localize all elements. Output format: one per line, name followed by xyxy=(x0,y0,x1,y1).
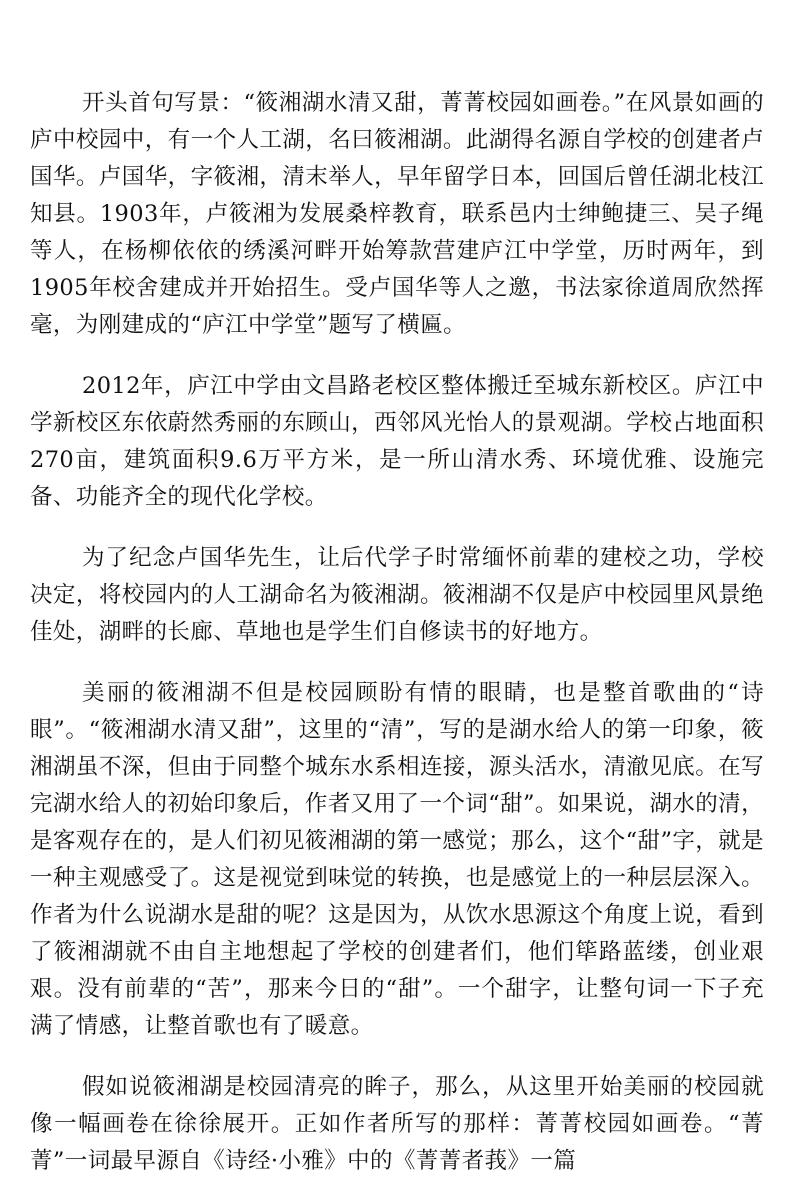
paragraph-2: 2012年，庐江中学由文昌路老校区整体搬迁至城东新校区。庐江中学新校区东依蔚然秀丽的东顾山，西邻风光怡人的景观湖。学校占地面积270亩，建筑面积9.6万平方米，是一所山清水秀、环境优雅、设施完备、功能齐全的现代化学校。 xyxy=(30,373,764,510)
paragraph-3: 为了纪念卢国华先生，让后代学子时常缅怀前辈的建校之功，学校决定，将校园内的人工湖命名为筱湘湖。筱湘湖不仅是庐中校园里风景绝佳处，湖畔的长廊、草地也是学生们自修读书的好地方。 xyxy=(30,545,764,645)
paragraph-1: 开头首句写景：“筱湘湖水清又甜，菁菁校园如画卷。”在风景如画的庐中校园中，有一个人工湖，名曰筱湘湖。此湖得名源自学校的创建者卢国华。卢国华，字筱湘，清末举人，早年留学日本，回国后曾任湖北枝江知县。1903年，卢筱湘为发展桑梓教育，联系邑内士绅鲍捷三、吴子绳等人，在杨柳依依的绣溪河畔开始筹款营建庐江中学堂，历时两年，到1905年校舍建成并开始招生。受卢国华等人之邀，书法家徐道周欣然挥毫，为刚建成的“庐江中学堂”题写了横匾。 xyxy=(30,90,764,338)
paragraph-5: 假如说筱湘湖是校园清亮的眸子，那么，从这里开始美丽的校园就像一幅画卷在徐徐展开。正如作者所写的那样：菁菁校园如画卷。“菁菁”一词最早源自《诗经·小雅》中的《菁菁者莪》一篇 xyxy=(30,1074,764,1174)
paragraph-4: 美丽的筱湘湖不但是校园顾盼有情的眼睛，也是整首歌曲的“诗眼”。“筱湘湖水清又甜”，这里的“清”，写的是湖水给人的第一印象，筱湘湖虽不深，但由于同整个城东水系相连接，源头活水，清澈见底。在写完湖水给人的初始印象后，作者又用了一个词“甜”。如果说，湖水的清，是客观存在的，是人们初见筱湘湖的第一感觉；那么，这个“甜”字，就是一种主观感受了。这是视觉到味觉的转换，也是感觉上的一种层层深入。作者为什么说湖水是甜的呢？这是因为，从饮水思源这个角度上说，看到了筱湘湖就不由自主地想起了学校的创建者们，他们筚路蓝缕，创业艰艰。没有前辈的“苦”，那来今日的“甜”。一个甜字，让整句词一下子充满了情感，让整首歌也有了暖意。 xyxy=(30,680,764,1039)
